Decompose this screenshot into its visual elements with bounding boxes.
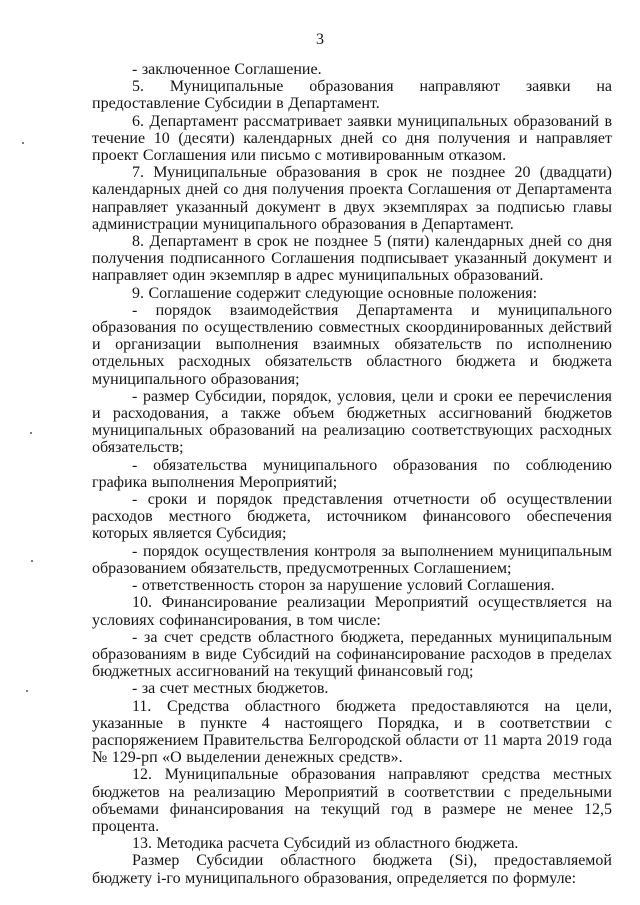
paragraph-formula-intro: Размер Субсидии областного бюджета (Si), предоставляемой бюджету i-го муниципального образования, определяется по формуле: xyxy=(92,852,612,887)
paragraph-11: 11. Средства областного бюджета предоставляются на цели, указанные в пункте 4 настоящего Порядка, и в соответствии с распоряжением Правительства Белгородской области от 11 марта 2019 года № 129-рп «О выделении денежных средств». xyxy=(92,697,612,767)
list-item-regional-funds: - за счет средств областного бюджета, переданных муниципальным образованиям в виде Субсидий на софинансирование расходов в пределах бюджетных ассигнований на текущий финансовый год; xyxy=(92,628,612,681)
scan-speck xyxy=(31,560,33,562)
paragraph-12: 12. Муниципальные образования направляют средства местных бюджетов на реализацию Мероприятий в соответствии с предельными объемами финансирования на текущий год в размере не менее 12,5 процента. xyxy=(92,766,612,835)
list-item-responsibility: - ответственность сторон за нарушение условий Соглашения. xyxy=(132,577,555,595)
paragraph-13: 13. Методика расчета Субсидий из областного бюджета. xyxy=(132,835,519,853)
list-item-interaction: - порядок взаимодействия Департамента и муниципального образования по осуществлению совместных скоординированных действий и организации выполнения взаимных обязательств по исполнению отдельных расходных обязательств областного бюджета и бюджета муниципального образования; xyxy=(92,301,612,388)
list-item-reporting: - сроки и порядок представления отчетности об осуществлении расходов местного бюджета, источником финансового обеспечения которых является Субсидия; xyxy=(92,491,612,543)
scan-speck xyxy=(30,432,32,434)
paragraph-8: 8. Департамент в срок не позднее 5 (пяти) календарных дней со дня получения подписанного Соглашения подписывает указанный документ и направляет один экземпляр в адрес муниципальных образований. xyxy=(92,233,612,285)
document-body xyxy=(92,61,612,887)
list-item-control: - порядок осуществления контроля за выполнением муниципальным образованием обязательств, предусмотренных Соглашением; xyxy=(92,542,612,577)
paragraph-10: 10. Финансирование реализации Мероприятий осуществляется на условиях софинансирования, в том числе: xyxy=(92,594,612,629)
list-item-subsidy-size: - размер Субсидии, порядок, условия, цели и сроки ее перечисления и расходования, а также объем бюджетных ассигнований бюджетов муниципальных образований на реализацию соответствующих расходных обязательств; xyxy=(92,387,612,457)
page-number: 3 xyxy=(316,31,324,48)
paragraph-concluded-agreement: - заключенное Соглашение. xyxy=(132,61,322,78)
paragraph-7: 7. Муниципальные образования в срок не позднее 20 (двадцати) календарных дней со дня получения проекта Соглашения от Департамента направляет указанный документ в двух экземплярах за подписью главы администрации муниципального образования в Департамент. xyxy=(92,164,612,233)
scan-speck xyxy=(26,690,28,692)
paragraph-6: 6. Департамент рассматривает заявки муниципальных образований в течение 10 (десяти) календарных дней со дня получения и направляет проект Соглашения или письмо с мотивированным отказом. xyxy=(92,112,612,165)
list-item-local-funds: - за счет местных бюджетов. xyxy=(132,680,329,698)
paragraph-9: 9. Соглашение содержит следующие основные положения: xyxy=(132,284,538,302)
scan-speck xyxy=(22,142,24,144)
list-item-obligations: - обязательства муниципального образования по соблюдению графика выполнения Мероприятий; xyxy=(92,456,612,491)
paragraph-5: 5. Муниципальные образования направляют заявки на предоставление Субсидии в Департамент. xyxy=(92,78,612,113)
